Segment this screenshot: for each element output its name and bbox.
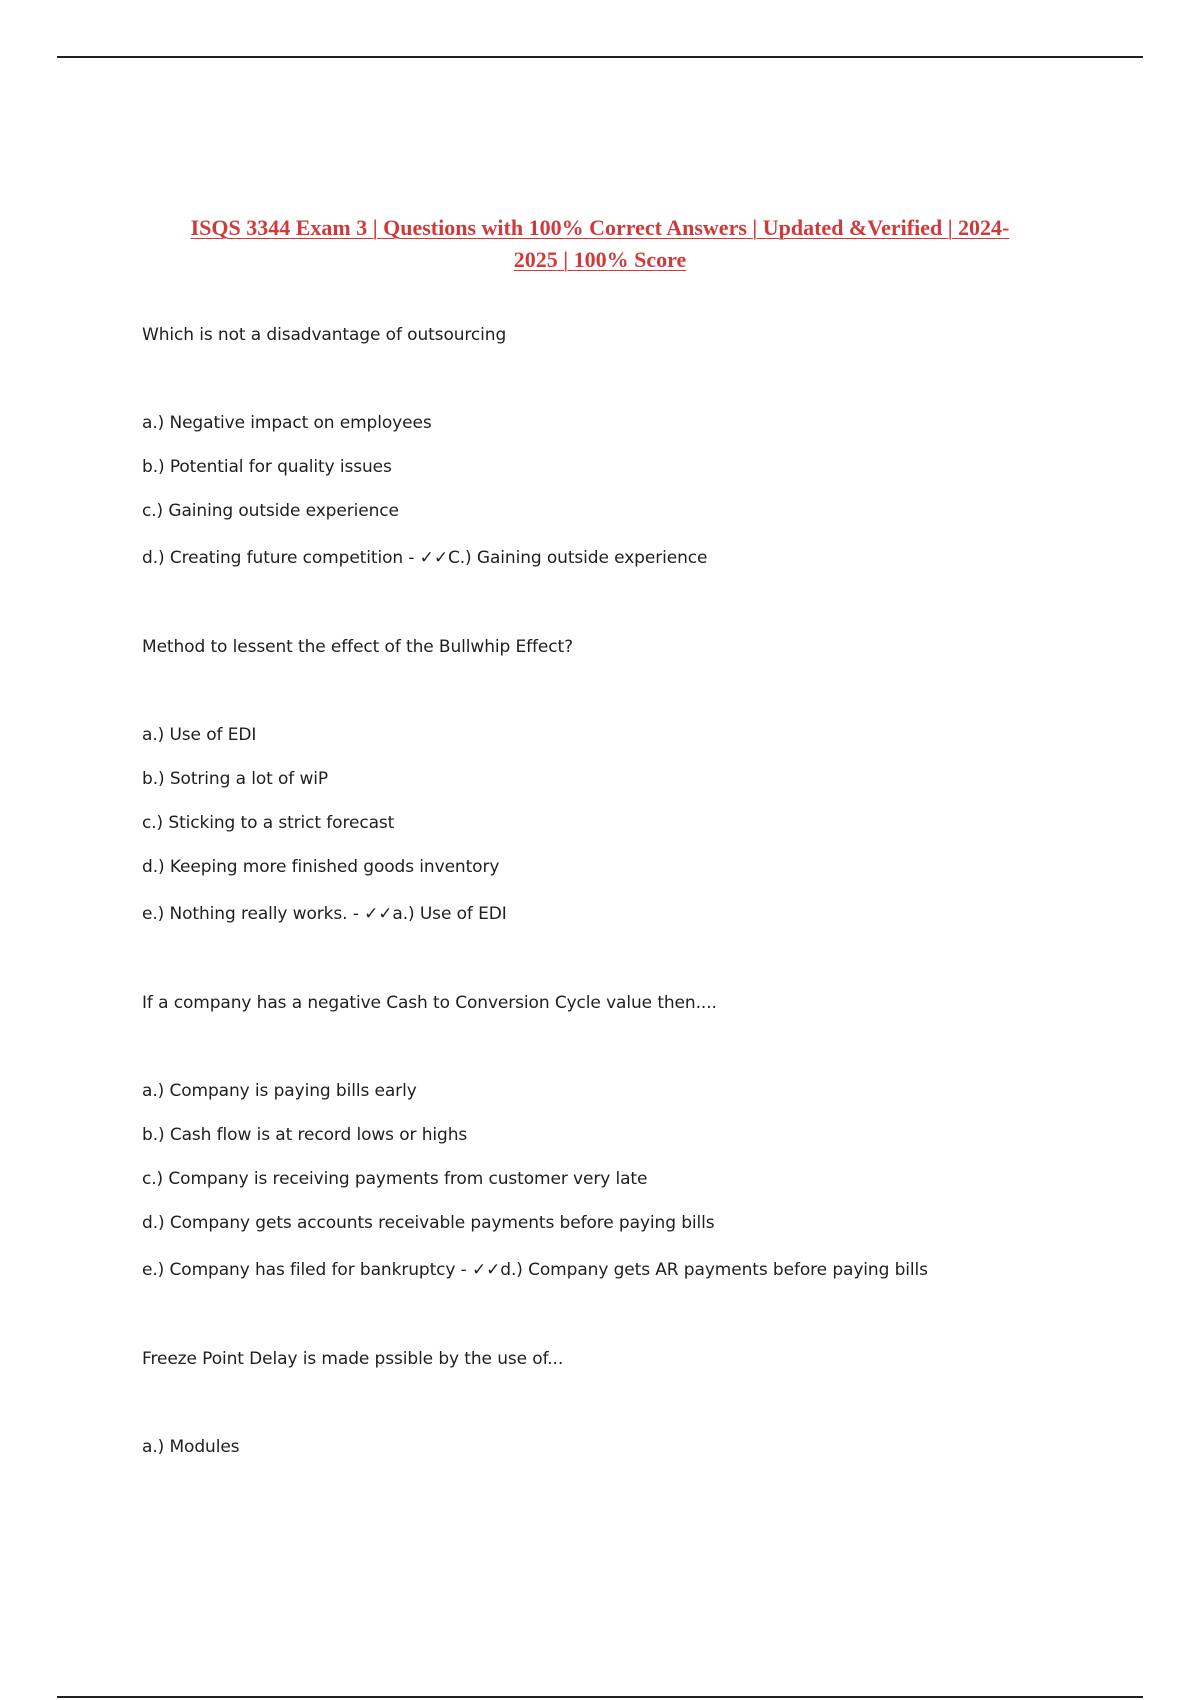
question-1-prompt: Which is not a disadvantage of outsourcing [142,325,507,345]
title-line-2: 2025 | 100% Score [513,247,687,272]
top-rule [57,56,1143,58]
question-2-option-a: a.) Use of EDI [142,725,257,745]
question-4-prompt: Freeze Point Delay is made pssible by the use of... [142,1349,564,1369]
question-1-option-d-answer: d.) Creating future competition - ✓✓C.) Gaining outside experience [142,548,708,568]
question-3-prompt: If a company has a negative Cash to Conversion Cycle value then.... [142,993,717,1013]
question-3-option-a: a.) Company is paying bills early [142,1081,417,1101]
question-1-option-a: a.) Negative impact on employees [142,413,432,433]
bottom-rule [57,1696,1143,1698]
question-3-option-e-answer: e.) Company has filed for bankruptcy - ✓✓d.) Company gets AR payments before paying bills [142,1260,928,1280]
question-1-option-c: c.) Gaining outside experience [142,501,399,521]
document-title [150,212,1050,276]
title-line-1: ISQS 3344 Exam 3 | Questions with 100% Correct Answers | Updated &Verified | 2024- [190,215,1010,240]
question-1-option-b: b.) Potential for quality issues [142,457,392,477]
question-2-option-d: d.) Keeping more finished goods inventory [142,857,500,877]
question-3-option-c: c.) Company is receiving payments from customer very late [142,1169,648,1189]
question-3-option-b: b.) Cash flow is at record lows or highs [142,1125,468,1145]
question-2-prompt: Method to lessent the effect of the Bullwhip Effect? [142,637,574,657]
question-2-option-e-answer: e.) Nothing really works. - ✓✓a.) Use of EDI [142,904,507,924]
question-4-option-a: a.) Modules [142,1437,240,1457]
question-3-option-d: d.) Company gets accounts receivable payments before paying bills [142,1213,715,1233]
question-2-option-c: c.) Sticking to a strict forecast [142,813,395,833]
question-2-option-b: b.) Sotring a lot of wiP [142,769,329,789]
